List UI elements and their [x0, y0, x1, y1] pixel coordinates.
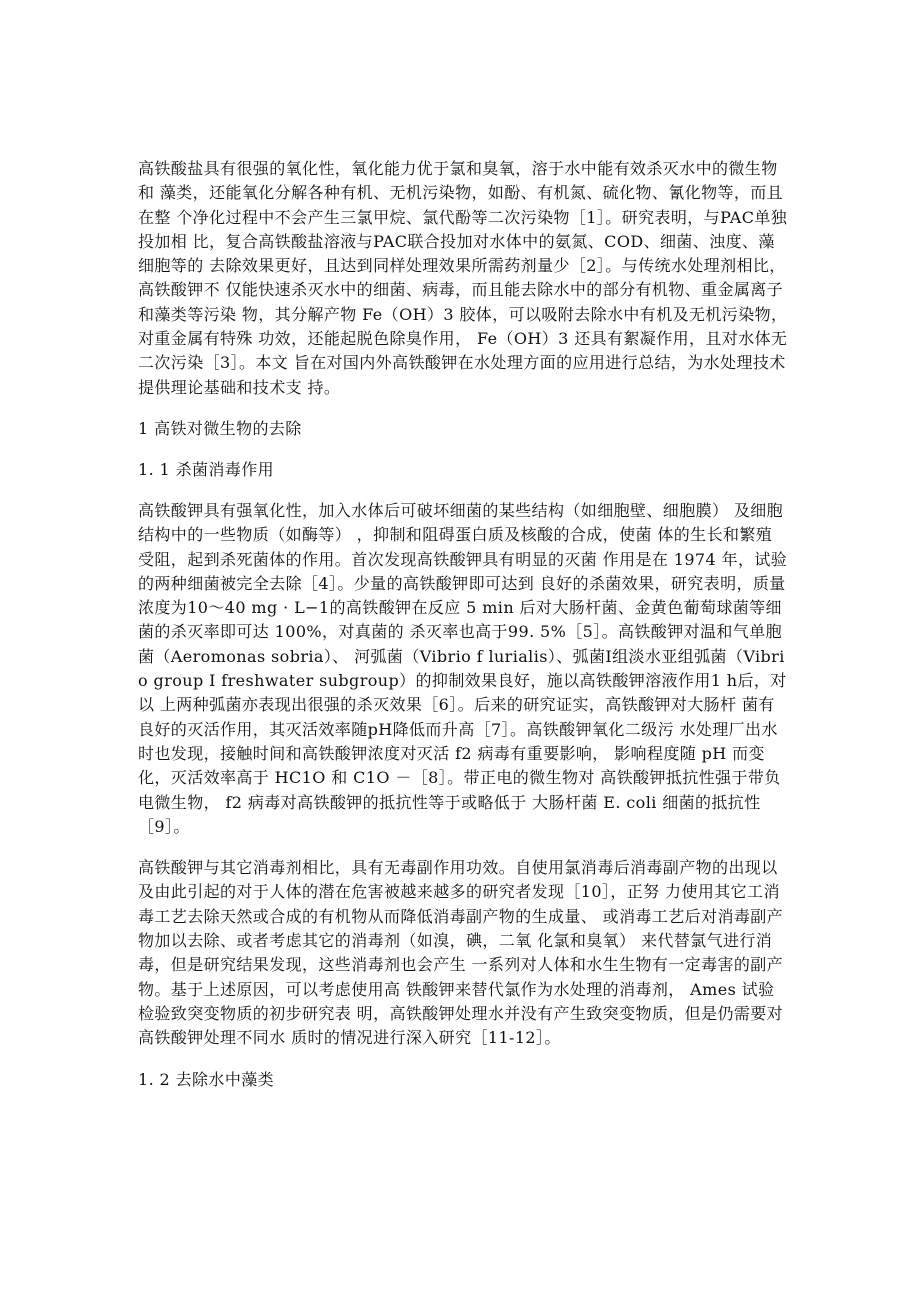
section-1-1-heading: 1. 1 杀菌消毒作用 [138, 459, 275, 479]
section-1-2-heading: 1. 2 去除水中藻类 [138, 1069, 275, 1089]
spacer [138, 839, 788, 856]
spacer [138, 1051, 788, 1068]
section-1-heading: 1 高铁对微生物的去除 [138, 418, 302, 438]
paragraph-1-1-a: 高铁酸钾具有强氧化性，加入水体后可破坏细菌的某些结构（如细胞壁、细胞膜） 及细胞结构中的一些物质（如酶等） ，抑制和阻碍蛋白质及核酸的合成，使菌 体的生长和繁殖受阻，起到杀死菌体的作用。首次发现高铁酸钾具有明显的灭菌 作用是在 1974 年，试验的两种细菌被完全去除［4］。少量的高铁酸钾即可达到 良好的杀菌效果，研究表明，质量浓度为10～40 mg · L−1的高铁酸钾在反应 5 min 后对大肠杆菌、金黄色葡萄球菌等细菌的杀灭率即可达 100%，对真菌的 杀灭率也高于99. 5%［5］。高铁酸钾对温和气单胞菌（Aeromonas sobria）、 河弧菌（Vibrio f lurialis）、弧菌I组淡水亚组弧菌（Vibrio group I freshwater subgroup）的抑制效果良好，施以高铁酸钾溶液作用1 h后，对以 上两种弧菌亦表现出很强的杀灭效果［6］。后来的研究证实，高铁酸钾对大肠杆 菌有良好的灭活作用，其灭活效率随pH降低而升高［7］。高铁酸钾氧化二级污 水处理厂出水时也发现，接触时间和高铁酸钾浓度对灭活 f2 病毒有重要影响， 影响程度随 pH 而变化，灭活效率高于 HC1O 和 C1O －［8］。带正电的微生物对 高铁酸钾抵抗性强于带负电微生物， f2 病毒对高铁酸钾的抵抗性等于或略低于 大肠杆菌 E. coli 细菌的抵抗性［9］。 [138, 500, 788, 836]
spacer [138, 482, 788, 499]
spacer [138, 400, 788, 417]
intro-paragraph: 高铁酸盐具有很强的氧化性，氧化能力优于氯和臭氧，溶于水中能有效杀灭水中的微生物和 藻类，还能氧化分解各种有机、无机污染物，如酚、有机氮、硫化物、氰化物等，而且在整 个净化过程中不会产生三氯甲烷、氯代酚等二次污染物［1］。研究表明，与PAC单独投加相 比，复合高铁酸盐溶液与PAC联合投加对水体中的氨氮、COD、细菌、浊度、藻细胞等的 去除效果更好，且达到同样处理效果所需药剂量少［2］。与传统水处理剂相比，高铁酸钾不 仅能快速杀灭水中的细菌、病毒，而且能去除水中的部分有机物、重金属离子和藻类等污染 物，其分解产物 Fe（OH）3 胶体，可以吸附去除水中有机及无机污染物，对重金属有特殊 功效，还能起脱色除臭作用， Fe（OH）3 还具有絮凝作用，且对水体无二次污染［3］。本文 旨在对国内外高铁酸钾在水处理方面的应用进行总结，为水处理技术提供理论基础和技术支 持。 [138, 159, 788, 397]
spacer [138, 441, 788, 458]
paragraph-1-1-b: 高铁酸钾与其它消毒剂相比，具有无毒副作用功效。自使用氯消毒后消毒副产物的出现以及由此引起的对于人体的潜在危害被越来越多的研究者发现［10］，正努 力使用其它工消毒工艺去除天然或合成的有机物从而降低消毒副产物的生成量、 或消毒工艺后对消毒副产物加以去除、或者考虑其它的消毒剂（如溴，碘，二氧 化氯和臭氧） 来代替氯气进行消毒，但是研究结果发现，这些消毒剂也会产生 一系列对人体和水生生物有一定毒害的副产物。基于上述原因，可以考虑使用高 铁酸钾来替代氯作为水处理的消毒剂， Ames 试验检验致突变物质的初步研究表 明，高铁酸钾处理水并没有产生致突变物质，但是仍需要对高铁酸钾处理不同水 质时的情况进行深入研究［11-12］。 [138, 858, 784, 1048]
document-body [138, 157, 788, 1092]
